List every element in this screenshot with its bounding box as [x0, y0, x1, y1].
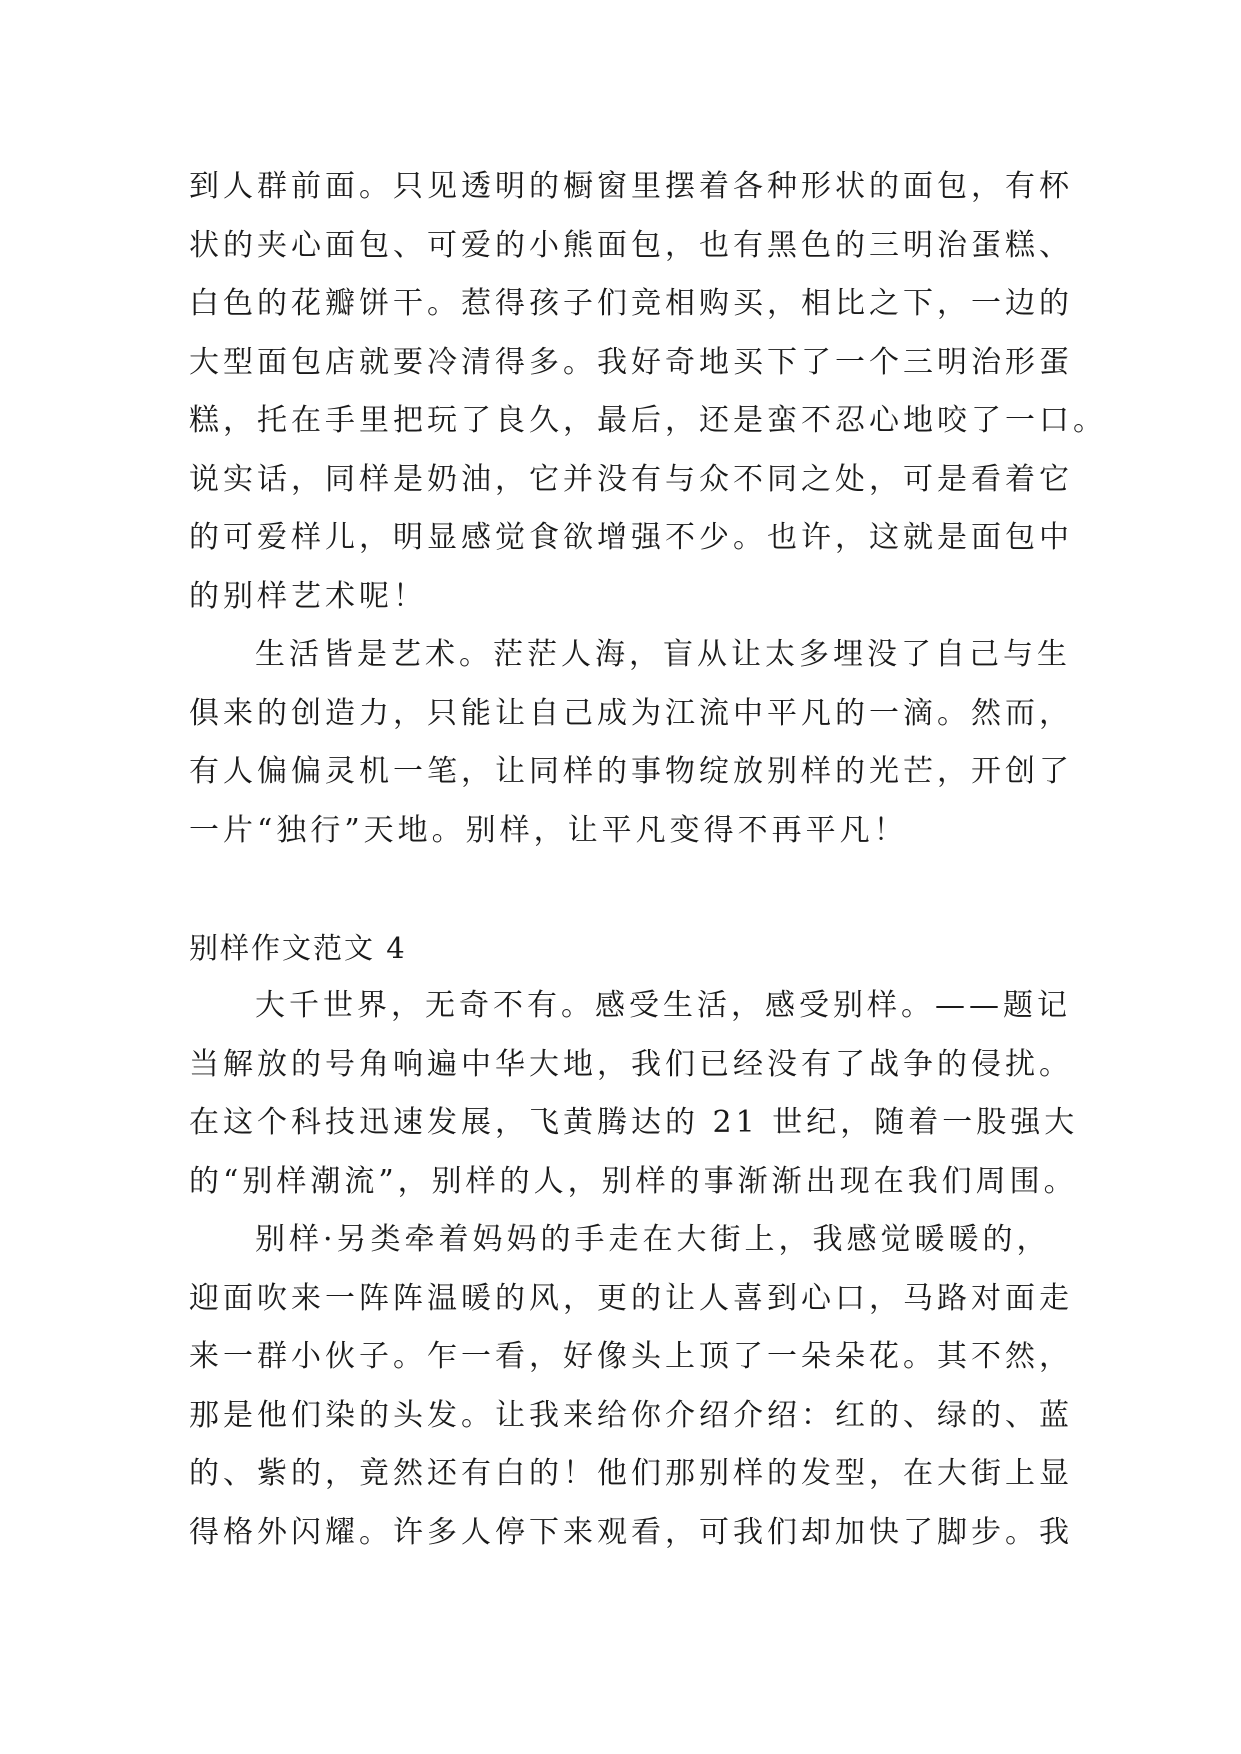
text-line: 有人偏偏灵机一笔，让同样的事物绽放别样的光芒，开创了	[189, 754, 1073, 789]
paragraph-bread-shop	[189, 158, 1107, 626]
section-title: 别样作文范文 4	[189, 930, 407, 965]
text-line: 得格外闪耀。许多人停下来观看，可我们却加快了脚步。我	[189, 1514, 1073, 1550]
text-line: 的、紫的，竟然还有白的！他们那别样的发型，在大街上显	[189, 1456, 1073, 1491]
section-spacer	[189, 860, 1089, 919]
text-line: 生活皆是艺术。茫茫人海，盲从让太多埋没了自己与生	[255, 637, 1071, 672]
text-line: 来一群小伙子。乍一看，好像头上顶了一朵朵花。其不然，	[189, 1339, 1073, 1374]
text-line: 的别样艺术呢！	[189, 578, 427, 614]
text-line: 大千世界，无奇不有。感受生活，感受别样。——题记	[255, 988, 1071, 1023]
text-line: 说实话，同样是奶油，它并没有与众不同之处，可是看着它	[189, 461, 1073, 497]
text-line: 迎面吹来一阵阵温暖的风，更的让人喜到心口，马路对面走	[189, 1280, 1073, 1316]
paragraph-intro	[189, 977, 1089, 1211]
text-line: 俱来的创造力，只能让自己成为江流中平凡的一滴。然而，	[189, 695, 1073, 731]
text-line: 的“别样潮流”，别样的人，别样的事渐渐出现在我们周围。	[189, 1163, 1078, 1199]
text-line: 糕，托在手里把玩了良久，最后，还是蛮不忍心地咬了一口。	[189, 403, 1107, 438]
text-line: 别样·另类牵着妈妈的手走在大街上，我感觉暖暖的，	[255, 1222, 1051, 1257]
text-line: 状的夹心面包、可爱的小熊面包，也有黑色的三明治蛋糕、	[189, 227, 1073, 263]
text-line: 到人群前面。只见透明的橱窗里摆着各种形状的面包，有杯	[189, 169, 1073, 204]
document-body	[189, 158, 1107, 1562]
text-line: 在这个科技迅速发展，飞黄腾达的 21 世纪，随着一股强大	[189, 1105, 1079, 1140]
text-line: 大型面包店就要冷清得多。我好奇地买下了一个三明治形蛋	[189, 344, 1073, 380]
text-line: 当解放的号角响遍中华大地，我们已经没有了战争的侵扰。	[189, 1046, 1073, 1082]
paragraph-street	[189, 1211, 1089, 1562]
paragraph-life-art	[189, 626, 1089, 860]
text-line: 白色的花瓣饼干。惹得孩子们竞相购买，相比之下，一边的	[189, 286, 1073, 321]
text-line: 的可爱样儿，明显感觉食欲增强不少。也许，这就是面包中	[189, 520, 1073, 555]
text-line: 一片“独行”天地。别样，让平凡变得不再平凡！	[189, 812, 908, 848]
text-line: 那是他们染的头发。让我来给你介绍介绍：红的、绿的、蓝	[189, 1397, 1073, 1433]
